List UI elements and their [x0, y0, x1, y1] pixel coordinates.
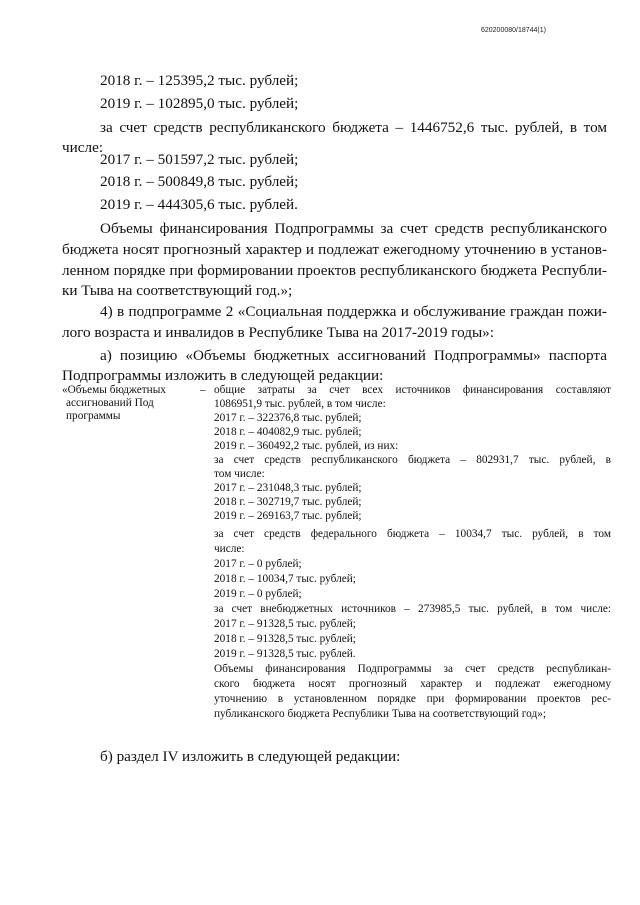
table-content-line: 2019 г. – 0 рублей; [214, 588, 302, 600]
table-content-line: за счет внебюджетных источников – 273985,5 тыс. рублей, в том числе: [214, 603, 611, 615]
table-content-line: Объемы финансирования Подпрограммы за счет средств республикан- [214, 663, 611, 675]
table-content-line: 2017 г. – 322376,8 тыс. рублей; [214, 412, 362, 424]
table-content-line: том числе: [214, 468, 265, 480]
table-content-line: общие затраты за счет всех источников финансирования составляют [214, 384, 611, 396]
table-content-line: 2019 г. – 360492,2 тыс. рублей, из них: [214, 440, 399, 452]
paragraph-line: ленном порядке при формировании проектов республиканского бюджета Республи- [62, 262, 607, 279]
paragraph-line: Подпрограммы изложить в следующей редакции: [62, 367, 384, 384]
paragraph-line: а) позицию «Объемы бюджетных ассигнований Подпрограммы» паспорта [100, 347, 607, 364]
table-content-line: 2019 г. – 269163,7 тыс. рублей; [214, 510, 362, 522]
table-label-line: «Объемы бюджетных [62, 384, 166, 396]
intro-line: 2018 г. – 125395,2 тыс. рублей; [100, 72, 299, 89]
paragraph-line: бюджета носят прогнозный характер и подлежат ежегодному уточнению в установ- [62, 241, 607, 258]
paragraph-line: лого возраста и инвалидов в Республике Тыва на 2017-2019 годы»: [62, 324, 494, 341]
table-content-line: 2018 г. – 302719,7 тыс. рублей; [214, 496, 362, 508]
table-dash: – [200, 384, 206, 396]
closing-line: б) раздел IV изложить в следующей редакции: [100, 748, 401, 765]
paragraph-line: ки Тыва на соответствующий год.»; [62, 282, 293, 299]
paragraph-line: Объемы финансирования Подпрограммы за счет средств республиканского [100, 220, 607, 237]
table-content-line: 2018 г. – 91328,5 тыс. рублей; [214, 633, 356, 645]
table-content-line: 2017 г. – 0 рублей; [214, 558, 302, 570]
table-content-line: уточнению в установленном порядке при формировании проектов рес- [214, 693, 611, 705]
intro-line: 2019 г. – 102895,0 тыс. рублей; [100, 95, 299, 112]
table-content-line: числе: [214, 543, 245, 555]
table-content-line: 2019 г. – 91328,5 тыс. рублей. [214, 648, 356, 660]
table-content-line: 2018 г. – 10034,7 тыс. рублей; [214, 573, 356, 585]
table-content-line: за счет средств республиканского бюджета – 802931,7 тыс. рублей, в [214, 454, 611, 466]
intro-line: за счет средств республиканского бюджета – 1446752,6 тыс. рублей, в том [100, 119, 607, 136]
table-content-line: ского бюджета носят прогнозный характер и подлежат ежегодному [214, 678, 611, 690]
intro-line: числе: [62, 139, 104, 156]
document-id: 620200080/18744(1) [480, 27, 546, 34]
table-content-line: за счет средств федерального бюджета – 10034,7 тыс. рублей, в том [214, 528, 611, 540]
table-content-line: 2018 г. – 404082,9 тыс. рублей; [214, 426, 362, 438]
table-content-line: 1086951,9 тыс. рублей, в том числе: [214, 398, 386, 410]
intro-line: 2018 г. – 500849,8 тыс. рублей; [100, 173, 299, 190]
table-content-line: 2017 г. – 231048,3 тыс. рублей; [214, 482, 362, 494]
intro-line: 2017 г. – 501597,2 тыс. рублей; [100, 151, 299, 168]
table-label-line: программы [66, 410, 121, 422]
table-label-line: ассигнований Под [66, 397, 154, 409]
intro-line: 2019 г. – 444305,6 тыс. рублей. [100, 196, 298, 213]
table-content-line: 2017 г. – 91328,5 тыс. рублей; [214, 618, 356, 630]
table-content-line: публиканского бюджета Республики Тыва на соответствующий год»; [214, 708, 547, 720]
paragraph-line: 4) в подпрограмме 2 «Социальная поддержка и обслуживание граждан пожи- [100, 303, 607, 320]
